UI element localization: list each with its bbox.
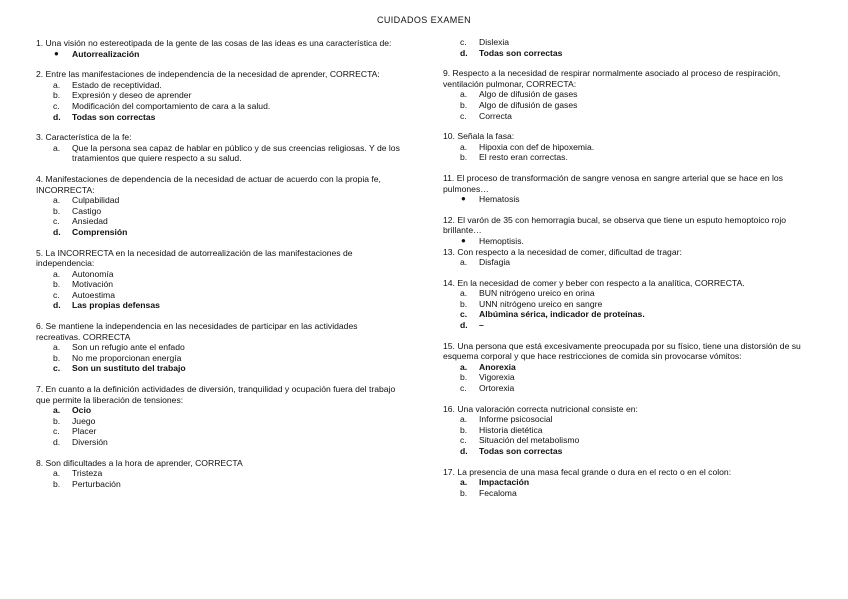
option-letter: d. bbox=[460, 47, 468, 58]
option-letter: a. bbox=[53, 468, 61, 479]
option-text: Son un sustituto del trabajo bbox=[72, 363, 186, 374]
answer-option bbox=[443, 488, 823, 499]
option-letter: b. bbox=[53, 205, 61, 216]
option-letter: c. bbox=[53, 289, 60, 300]
question-block bbox=[443, 131, 823, 163]
answer-option bbox=[36, 101, 402, 112]
option-text: Ortorexia bbox=[479, 383, 515, 394]
answer-option bbox=[443, 236, 823, 247]
option-text: Modificación del comportamiento de cara a la salud. bbox=[72, 100, 271, 111]
question-text: 17. La presencia de una masa fecal grande o dura en el recto o en el colon: bbox=[443, 466, 732, 477]
option-letter: b. bbox=[460, 487, 468, 498]
question-text: 14. En la necesidad de comer y beber con respecto a la analítica, CORRECTA. bbox=[443, 277, 745, 288]
answer-option bbox=[36, 405, 402, 416]
option-text: Castigo bbox=[72, 205, 102, 216]
option-text: Historia dietética bbox=[479, 424, 543, 435]
answer-option bbox=[36, 49, 402, 60]
option-letter: a. bbox=[460, 288, 468, 299]
question-block bbox=[36, 69, 402, 122]
question-block bbox=[36, 384, 402, 448]
option-text: Juego bbox=[72, 415, 96, 426]
question-text: 11. El proceso de transformación de sangre venosa en sangre arterial que se hace en los pulmones… bbox=[443, 172, 783, 194]
answer-option bbox=[443, 362, 823, 373]
option-letter: a. bbox=[53, 195, 61, 206]
option-text: Diversión bbox=[72, 437, 108, 447]
answer-option bbox=[36, 468, 402, 479]
question-text: 16. Una valoración correcta nutricional consiste en: bbox=[443, 403, 638, 414]
option-text: Correcta bbox=[479, 110, 512, 121]
left-column bbox=[36, 38, 402, 499]
answer-option bbox=[443, 383, 823, 394]
question-block bbox=[36, 174, 402, 238]
option-text: – bbox=[479, 320, 484, 331]
option-letter: b. bbox=[53, 478, 61, 489]
question-block bbox=[443, 341, 823, 394]
option-text: Son un refugio ante el enfado bbox=[72, 342, 185, 353]
question-block bbox=[443, 404, 823, 457]
option-text: Albúmina sérica, indicador de proteínas. bbox=[479, 309, 645, 320]
option-letter: d. bbox=[53, 300, 61, 311]
answer-option bbox=[36, 90, 402, 101]
option-letter: c. bbox=[460, 383, 467, 394]
option-text: Expresión y deseo de aprender bbox=[72, 90, 192, 101]
option-text: Motivación bbox=[72, 279, 114, 290]
answer-option bbox=[36, 80, 402, 91]
option-text: Disfagia bbox=[479, 257, 511, 268]
answer-option bbox=[443, 37, 823, 48]
answer-option bbox=[443, 299, 823, 310]
option-letter: c. bbox=[53, 426, 60, 437]
option-text: Todas son correctas bbox=[479, 47, 563, 58]
option-letter: a. bbox=[460, 361, 468, 372]
option-text: Informe psicosocial bbox=[479, 414, 553, 425]
option-text: UNN nitrógeno ureico en sangre bbox=[479, 298, 603, 309]
question-text: 5. La INCORRECTA en la necesidad de autorrealización de las manifestaciones de independencia: bbox=[36, 247, 353, 269]
question-text: 8. Son dificultades a la hora de aprender, CORRECTA bbox=[36, 457, 243, 468]
option-letter: c. bbox=[460, 435, 467, 446]
option-letter: d. bbox=[460, 320, 468, 331]
answer-option bbox=[36, 227, 402, 238]
option-letter: b. bbox=[460, 99, 468, 110]
question-block bbox=[36, 38, 402, 59]
option-text: Hematosis bbox=[479, 194, 520, 205]
option-text: Dislexia bbox=[479, 37, 510, 47]
question-block bbox=[443, 37, 823, 58]
option-text: Ocio bbox=[72, 405, 92, 416]
question-text: 9. Respecto a la necesidad de respirar normalmente asociado al proceso de respiración, ventilación pulmonar, CORRECTA: bbox=[443, 68, 781, 89]
option-letter: d. bbox=[460, 446, 468, 456]
option-letter: a. bbox=[460, 257, 468, 268]
option-text: Culpabilidad bbox=[72, 195, 120, 206]
option-letter: b. bbox=[460, 298, 468, 309]
answer-option bbox=[36, 269, 402, 280]
answer-option bbox=[443, 446, 823, 457]
answer-option bbox=[36, 437, 402, 448]
question-text: 3. Característica de la fe: bbox=[36, 132, 132, 143]
option-letter: c. bbox=[53, 216, 60, 227]
question-block bbox=[443, 467, 823, 499]
option-letter: a. bbox=[53, 405, 61, 416]
option-letter: c. bbox=[53, 100, 60, 111]
question-block bbox=[36, 132, 402, 164]
question-block bbox=[36, 248, 402, 312]
answer-option bbox=[443, 48, 823, 59]
option-text: Algo de difusión de gases bbox=[479, 89, 578, 100]
option-text: Vigorexia bbox=[479, 372, 515, 383]
bullet-marker: ● bbox=[461, 235, 466, 245]
option-letter: a. bbox=[460, 414, 468, 425]
option-letter: a. bbox=[460, 477, 468, 488]
option-letter: d. bbox=[53, 437, 61, 447]
answer-option bbox=[36, 112, 402, 123]
question-block bbox=[443, 215, 823, 247]
option-text: Estado de receptividad. bbox=[72, 79, 162, 90]
answer-option bbox=[443, 477, 823, 488]
option-text: El resto eran correctas. bbox=[479, 152, 568, 163]
option-text: Anorexia bbox=[479, 361, 516, 372]
option-letter: b. bbox=[53, 90, 61, 101]
option-text: Comprensión bbox=[72, 226, 128, 237]
answer-option bbox=[36, 206, 402, 217]
option-letter: a. bbox=[460, 89, 468, 100]
option-letter: d. bbox=[53, 111, 61, 122]
answer-option bbox=[443, 425, 823, 436]
option-text: Las propias defensas bbox=[72, 300, 160, 311]
option-text: Situación del metabolismo bbox=[479, 435, 580, 446]
answer-option bbox=[36, 290, 402, 301]
option-text: Fecaloma bbox=[479, 487, 517, 498]
option-text: Autorrealización bbox=[72, 48, 140, 59]
option-letter: a. bbox=[460, 141, 468, 152]
option-letter: b. bbox=[53, 279, 61, 290]
question-block bbox=[36, 321, 402, 374]
option-letter: c. bbox=[53, 363, 61, 374]
option-letter: b. bbox=[460, 424, 468, 435]
answer-option bbox=[443, 414, 823, 425]
answer-option bbox=[36, 416, 402, 427]
answer-option bbox=[443, 152, 823, 163]
question-block bbox=[443, 247, 823, 268]
answer-option bbox=[36, 195, 402, 206]
right-column bbox=[443, 37, 823, 508]
question-text: 2. Entre las manifestaciones de independencia de la necesidad de aprender, CORRECTA: bbox=[36, 69, 380, 80]
option-letter: a. bbox=[53, 79, 61, 90]
answer-option bbox=[443, 372, 823, 383]
question-block bbox=[443, 68, 823, 121]
answer-option bbox=[36, 426, 402, 437]
question-text: 6. Se mantiene la independencia en las necesidades de participar en las actividades recreativas. CORRECTA bbox=[36, 321, 358, 342]
option-letter: c. bbox=[460, 37, 467, 47]
question-block bbox=[443, 278, 823, 331]
question-text: 13. Con respecto a la necesidad de comer, dificultad de tragar: bbox=[443, 246, 682, 257]
answer-option bbox=[36, 216, 402, 227]
answer-option bbox=[36, 342, 402, 353]
option-text: Placer bbox=[72, 426, 97, 437]
option-letter: b. bbox=[53, 352, 61, 363]
option-text: Hemoptisis. bbox=[479, 235, 524, 246]
answer-option bbox=[36, 353, 402, 364]
option-text: BUN nitrógeno ureico en orina bbox=[479, 288, 595, 299]
answer-option bbox=[443, 100, 823, 111]
option-text: Que la persona sea capaz de hablar en público y de sus creencias religiosas. Y de los tratamientos que quiere respecto a su salud. bbox=[72, 142, 400, 164]
question-text: 1. Una visión no estereotipada de la gente de las cosas de las ideas es una característica de: bbox=[36, 38, 392, 48]
option-text: Perturbación bbox=[72, 478, 121, 489]
answer-option bbox=[36, 279, 402, 290]
option-text: Impactación bbox=[479, 477, 530, 488]
option-text: Autonomía bbox=[72, 268, 114, 279]
option-letter: b. bbox=[460, 152, 468, 163]
answer-option bbox=[36, 479, 402, 490]
option-text: Ansiedad bbox=[72, 216, 108, 227]
question-text: 10. Señala la fasa: bbox=[443, 131, 515, 142]
question-text: 4. Manifestaciones de dependencia de la necesidad de actuar de acuerdo con la propia fe, INCORRECTA: bbox=[36, 173, 381, 195]
question-text: 15. Una persona que está excesivamente preocupada por su físico, tiene una distorsión de su esquema corporal y que hace restricciones de comida sin provocarse vómitos: bbox=[443, 340, 801, 362]
answer-option bbox=[443, 142, 823, 153]
answer-option bbox=[36, 300, 402, 311]
option-letter: d. bbox=[53, 226, 61, 237]
option-text: Tristeza bbox=[72, 468, 103, 479]
bullet-marker: ● bbox=[54, 48, 59, 58]
answer-option bbox=[443, 194, 823, 205]
option-letter: b. bbox=[460, 372, 468, 383]
answer-option bbox=[443, 309, 823, 320]
option-letter: a. bbox=[53, 342, 61, 353]
option-letter: a. bbox=[53, 142, 61, 153]
bullet-marker: ● bbox=[461, 194, 466, 204]
option-letter: c. bbox=[460, 309, 468, 320]
answer-option bbox=[443, 257, 823, 268]
question-text: 12. El varón de 35 con hemorragia bucal, se observa que tiene un esputo hemoptoico rojo brillante… bbox=[443, 214, 787, 236]
answer-option bbox=[443, 89, 823, 100]
option-text: No me proporcionan energía bbox=[72, 352, 182, 363]
option-text: Hipoxia con def de hipoxemia. bbox=[479, 141, 595, 152]
option-text: Todas son correctas bbox=[479, 446, 563, 456]
answer-option bbox=[36, 363, 402, 374]
option-letter: b. bbox=[53, 415, 61, 426]
answer-option bbox=[36, 143, 402, 164]
option-text: Autoestima bbox=[72, 289, 115, 300]
document-title: CUIDADOS EXAMEN bbox=[376, 15, 471, 25]
answer-option bbox=[443, 288, 823, 299]
question-block bbox=[443, 173, 823, 205]
answer-option bbox=[443, 111, 823, 122]
option-letter: a. bbox=[53, 268, 61, 279]
question-block bbox=[36, 458, 402, 490]
answer-option bbox=[443, 435, 823, 446]
option-text: Todas son correctas bbox=[72, 111, 156, 122]
option-letter: c. bbox=[460, 110, 467, 121]
answer-option bbox=[443, 320, 823, 331]
option-text: Algo de difusión de gases bbox=[479, 99, 578, 110]
question-text: 7. En cuanto a la definición actividades de diversión, tranquilidad y ocupación fuera del trabajo que permite la liberación de tensiones: bbox=[36, 384, 396, 405]
